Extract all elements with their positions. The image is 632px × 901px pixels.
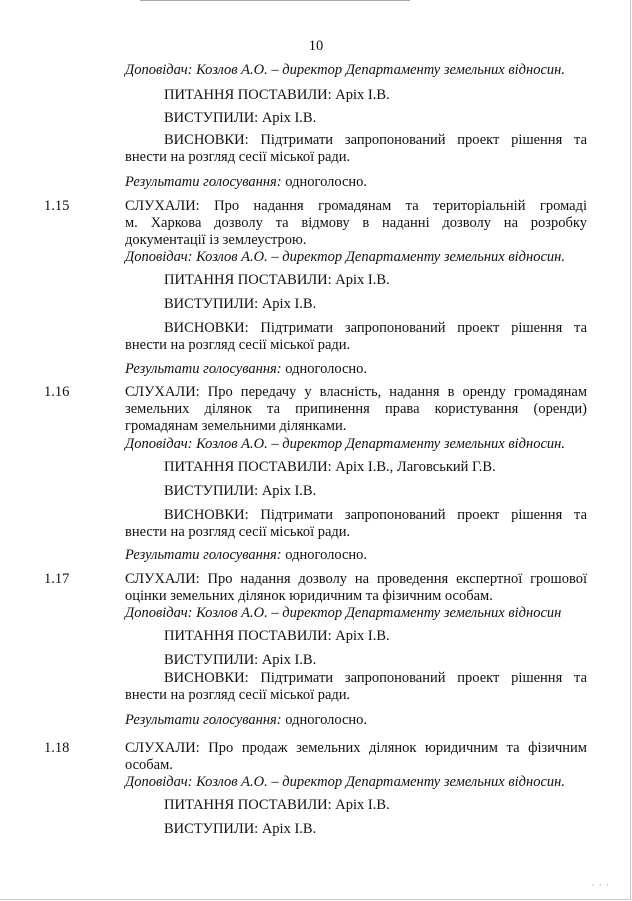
item-number: 1.18 (44, 740, 70, 756)
conclusion-paragraph (125, 320, 587, 354)
vote-result-value: одноголосно. (281, 712, 368, 728)
conclusion-line-1: ВИСНОВКИ: Підтримати запропонований проект рішення та (164, 320, 587, 336)
spoke-line: ВИСТУПИЛИ: Аріх І.В. (164, 821, 317, 837)
top-edge-rule (140, 0, 410, 1)
conclusion-line-1: ВИСНОВКИ: Підтримати запропонований проект рішення та (164, 507, 587, 523)
heard-line-1: СЛУХАЛИ: Про надання дозволу на проведення експертної грошової (125, 571, 587, 587)
spoke-line: ВИСТУПИЛИ: Аріх І.В. (164, 296, 317, 312)
raised-line: ПИТАННЯ ПОСТАВИЛИ: Аріх І.В. (164, 628, 390, 644)
spoke-line: ВИСТУПИЛИ: Аріх І.В. (164, 652, 317, 668)
raised-line: ПИТАННЯ ПОСТАВИЛИ: Аріх І.В., Лаговський Г.В. (164, 459, 496, 475)
item-number: 1.16 (44, 384, 70, 400)
vote-result-label: Результати голосування: (125, 712, 282, 728)
vote-result (125, 712, 367, 729)
vote-result-label: Результати голосування: (125, 547, 282, 563)
vote-result (125, 361, 367, 378)
heard-paragraph (125, 198, 587, 249)
heard-line-1: СЛУХАЛИ: Про надання громадянам та територіальній громаді (125, 198, 587, 214)
item-number: 1.15 (44, 198, 70, 214)
vote-result-label: Результати голосування: (125, 174, 282, 190)
heard-paragraph (125, 384, 587, 435)
heard-line-3: громадянам земельними ділянками. (125, 418, 347, 434)
heard-line-2: земельних ділянок та припинення права користування (оренди) (125, 401, 587, 417)
speaker-line: Доповідач: Козлов А.О. – директор Департаменту земельних відносин (125, 605, 562, 621)
vote-result (125, 174, 367, 191)
heard-line-2: особам. (125, 757, 173, 773)
vote-result-label: Результати голосування: (125, 361, 282, 377)
conclusion-line-2: внести на розгляд сесії міської ради. (125, 687, 351, 703)
conclusion-line-2: внести на розгляд сесії міської ради. (125, 149, 351, 165)
conclusion-paragraph (125, 507, 587, 541)
spoke-line: ВИСТУПИЛИ: Аріх І.В. (164, 483, 317, 499)
conclusion-line-2: внести на розгляд сесії міської ради. (125, 337, 351, 353)
conclusion-line-2: внести на розгляд сесії міської ради. (125, 524, 351, 540)
heard-line-1: СЛУХАЛИ: Про продаж земельних ділянок юридичним та фізичним (125, 740, 587, 756)
raised-line: ПИТАННЯ ПОСТАВИЛИ: Аріх І.В. (164, 797, 390, 813)
conclusion-paragraph (125, 670, 587, 704)
speaker-line: Доповідач: Козлов А.О. – директор Департаменту земельних відносин. (125, 62, 565, 78)
heard-line-2: м. Харкова дозволу та відмову в наданні дозволу на розробку (125, 215, 587, 231)
conclusion-line-1: ВИСНОВКИ: Підтримати запропонований проект рішення та (164, 132, 587, 148)
vote-result-value: одноголосно. (281, 174, 368, 190)
raised-line: ПИТАННЯ ПОСТАВИЛИ: Аріх І.В. (164, 272, 390, 288)
heard-line-1: СЛУХАЛИ: Про передачу у власність, надання в оренду громадянам (125, 384, 587, 400)
speaker-line: Доповідач: Козлов А.О. – директор Департаменту земельних відносин. (125, 249, 565, 265)
conclusion-line-1: ВИСНОВКИ: Підтримати запропонований проект рішення та (164, 670, 587, 686)
page-number: 10 (308, 38, 324, 54)
heard-line-3: документації із землеустрою. (125, 232, 307, 248)
vote-result (125, 547, 367, 564)
speaker-line: Доповідач: Козлов А.О. – директор Департаменту земельних відносин. (125, 774, 565, 790)
vote-result-value: одноголосно. (281, 361, 368, 377)
heard-paragraph (125, 571, 587, 605)
speaker-line: Доповідач: Козлов А.О. – директор Департаменту земельних відносин. (125, 436, 565, 452)
heard-paragraph (125, 740, 587, 774)
conclusion-paragraph (125, 132, 587, 166)
heard-line-2: оцінки земельних ділянок юридичним та фізичним особам. (125, 588, 493, 604)
scan-artifact-marks: ⋅ ⋅ ⋅ (591, 880, 610, 890)
vote-result-value: одноголосно. (281, 547, 368, 563)
raised-line: ПИТАННЯ ПОСТАВИЛИ: Аріх І.В. (164, 87, 390, 103)
item-number: 1.17 (44, 571, 70, 587)
spoke-line: ВИСТУПИЛИ: Аріх І.В. (164, 110, 317, 126)
